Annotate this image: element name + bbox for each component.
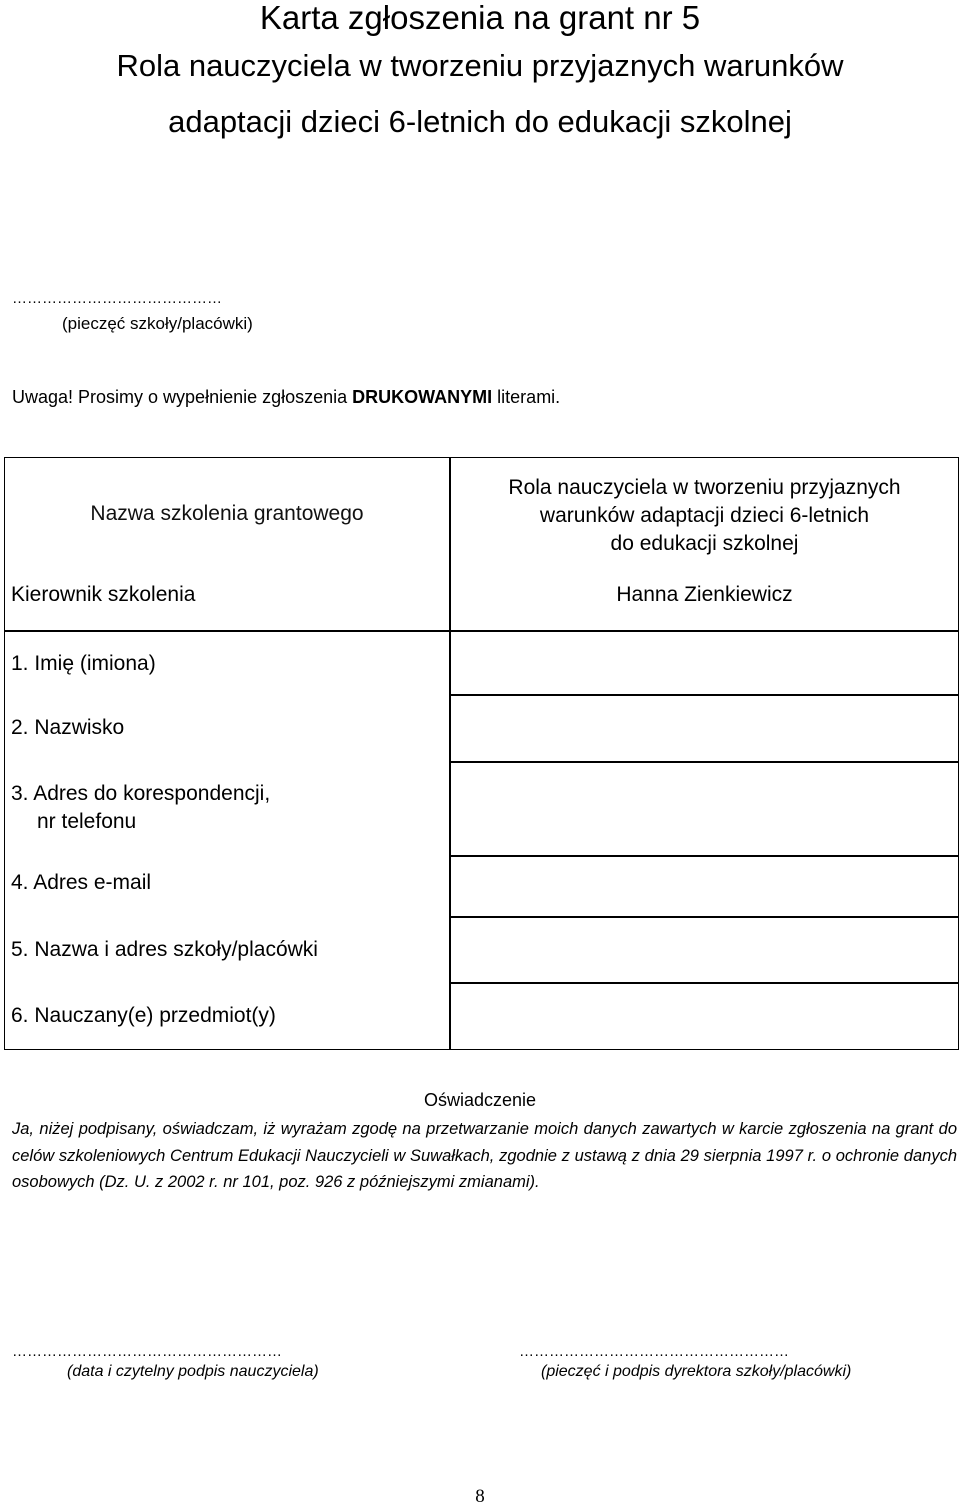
email-field[interactable]	[451, 861, 958, 915]
row-divider-2	[449, 761, 958, 763]
application-form-table	[4, 457, 959, 1050]
row-divider-1	[449, 694, 958, 696]
page-number: 8	[475, 1486, 485, 1507]
training-name-value-line2: warunków adaptacji dzieci 6-letnich	[539, 504, 870, 527]
document-subtitle-line2: adaptacji dzieci 6-letnich do edukacji szkolnej	[168, 104, 792, 139]
training-manager-label: Kierownik szkolenia	[11, 583, 196, 606]
training-manager-value: Hanna Zienkiewicz	[616, 583, 793, 606]
row-divider-4	[449, 916, 958, 918]
note-prefix: Uwaga! Prosimy o wypełnienie zgłoszenia	[12, 387, 353, 407]
training-name-value-line1: Rola nauczyciela w tworzeniu przyjaznych	[508, 476, 901, 499]
training-name-value-line3: do edukacji szkolnej	[610, 532, 799, 555]
school-stamp-dotted-line: ……………………………………	[12, 290, 222, 307]
correspondence-address-label-line1: 3. Adres do korespondencji,	[11, 782, 271, 805]
row-divider-3	[449, 855, 958, 857]
taught-subjects-field[interactable]	[451, 988, 958, 1046]
declaration-title: Oświadczenie	[423, 1090, 537, 1110]
document-title: Karta zgłoszenia na grant nr 5	[259, 0, 701, 36]
director-signature-caption: (pieczęć i podpis dyrektora szkoły/placówki)	[541, 1363, 852, 1380]
fill-instruction-note	[12, 386, 560, 408]
first-name-field[interactable]	[451, 650, 958, 694]
school-stamp-caption: (pieczęć szkoły/placówki)	[62, 314, 253, 333]
note-emphasis: DRUKOWANYMI	[352, 387, 493, 407]
taught-subjects-label: 6. Nauczany(e) przedmiot(y)	[11, 1004, 276, 1027]
director-signature-dotted-line: ………………………………………………	[519, 1343, 789, 1360]
row-divider-5	[449, 982, 958, 984]
correspondence-address-field[interactable]	[451, 768, 958, 854]
declaration-text: Ja, niżej podpisany, oświadczam, iż wyrażam zgodę na przetwarzanie moich danych zawartych w karcie zgłoszenia na grant do celów szkoleniowych Centrum Edukacji Nauczycieli w Suwałkach, zgodnie z ustawą z dnia 29 sierpnia 1997 r. o ochronie danych osobowych (Dz. U. z 2002 r. nr 101, poz. 926 z późniejszymi zmianami).	[12, 1120, 957, 1191]
first-name-label: 1. Imię (imiona)	[11, 652, 156, 675]
teacher-signature-caption: (data i czytelny podpis nauczyciela)	[67, 1363, 319, 1380]
row-divider-header	[5, 630, 958, 632]
training-name-label: Nazwa szkolenia grantowego	[90, 502, 364, 525]
teacher-signature-dotted-line: ………………………………………………	[12, 1343, 282, 1360]
document-subtitle-line1: Rola nauczyciela w tworzeniu przyjaznych warunków	[116, 48, 844, 83]
school-name-address-field[interactable]	[451, 922, 958, 980]
training-name-value	[451, 474, 958, 558]
last-name-field[interactable]	[451, 705, 958, 761]
email-label: 4. Adres e-mail	[11, 871, 152, 894]
note-suffix: literami.	[492, 387, 561, 407]
school-name-address-label: 5. Nazwa i adres szkoły/placówki	[11, 938, 318, 961]
correspondence-address-label	[11, 780, 270, 836]
correspondence-address-label-line2: nr telefonu	[37, 810, 137, 833]
last-name-label: 2. Nazwisko	[11, 716, 125, 739]
